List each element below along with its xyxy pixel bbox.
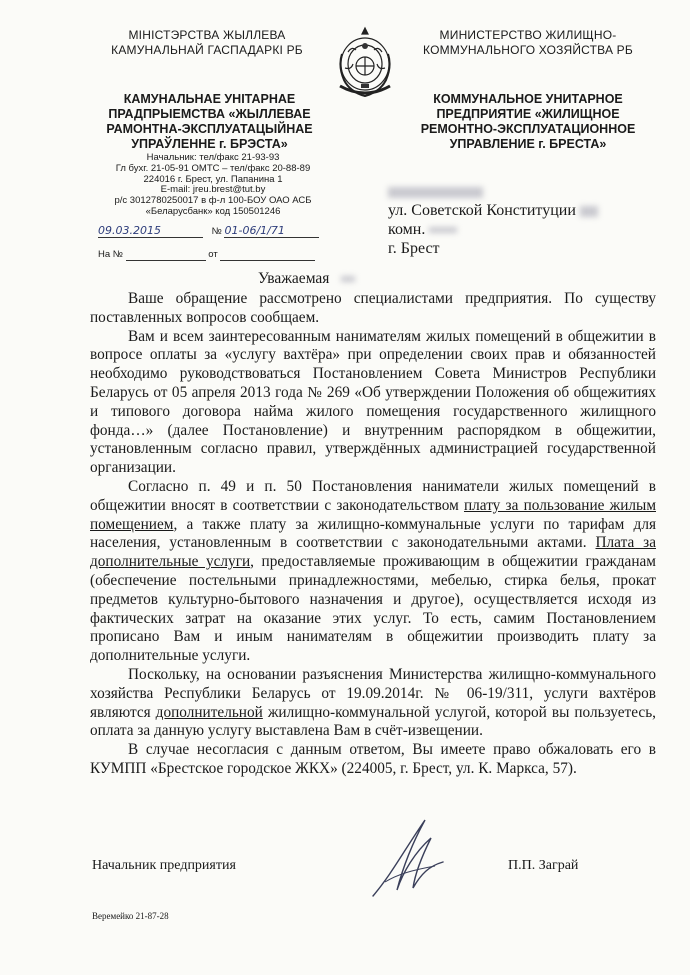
recipient-room — [388, 220, 598, 239]
handwritten-signature — [363, 812, 453, 904]
belarus-coat-of-arms-icon — [328, 24, 402, 102]
underlined-phrase: дополнительной — [155, 703, 263, 721]
body-paragraph — [90, 328, 656, 478]
recipient-name-redacted — [388, 182, 598, 201]
paragraph-text: , а также плату за жилищно-коммунальные услуги по тарифам для населения, установленным в соответствии с законодательными актами. — [90, 515, 656, 552]
contact-line: 224016 г. Брест, ул. Папанина 1 — [143, 173, 283, 185]
paragraph-text: Ваше обращение рассмотрено специалистами предприятия. По существу поставленных вопросов сообщаем. — [90, 290, 656, 326]
paragraph-text: Вам и всем заинтересованным нанимателям жилых помещений в общежитии в вопросе оплаты за «услугу вахтёра» при определении своих прав и обязанностей необходимо руководствоваться Постановлением Совета Министров Республики Беларусь от 05 апреля 2013 года № 269 «Об утверждении Положения об общежитиях и типового договора найма жилого помещения государственного жилищного фонда…» (далее Постановление) и внутренним распорядком в общежитии, установленным согласно правил, утверждённых администрацией государственной организации. — [90, 327, 656, 477]
left-ministry-line: КАМУНАЛЬНАЙ ГАСПАДАРКІ РБ — [111, 43, 303, 57]
left-org-line: КАМУНАЛЬНАЕ УНІТАРНАЕ — [123, 92, 296, 106]
outgoing-number: 01-06/1/71 — [224, 224, 285, 237]
contact-line: «Беларусбанк» код 150501246 — [145, 205, 281, 217]
paragraph-text: жилищно-коммунальной услугой, которой вы пользуетесь, оплата за данную услугу выставлена Вам в счёт-извещении. — [90, 703, 656, 740]
outgoing-date-field — [98, 224, 203, 238]
outgoing-number-field — [224, 224, 319, 238]
contact-details — [98, 153, 328, 218]
right-org-line: УПРАВЛЕНИЕ г. БРЕСТА» — [449, 137, 607, 151]
outgoing-registration — [98, 224, 319, 238]
left-org-line: ПРАДПРЫЕМСТВА «ЖЫЛЛЕВАЕ — [108, 107, 311, 121]
right-organization-name — [408, 92, 648, 152]
right-ministry — [408, 28, 648, 58]
recipient-street-text: ул. Советской Конституции — [388, 202, 576, 219]
recipient-room-text: комн. — [388, 221, 426, 238]
contact-line: Гл бухг. 21-05-91 ОМТС – тел/факс 20-88-89 — [115, 162, 311, 174]
reply-date-field — [220, 249, 315, 261]
right-org-line: ПРЕДПРИЯТИЕ «ЖИЛИЩНОЕ — [436, 107, 620, 121]
left-ministry — [92, 28, 322, 58]
contact-line: Начальник: тел/факс 21-93-93 — [146, 152, 280, 163]
left-ministry-line: МІНІСТЭРСТВА ЖЫЛЛЕВА — [128, 28, 286, 42]
underlined-phrase: плату за пользование жилым помещением — [90, 496, 656, 533]
letter-body — [90, 290, 656, 779]
right-org-line: КОММУНАЛЬНОЕ УНИТАРНОЕ — [433, 92, 623, 106]
outgoing-date: 09.03.2015 — [98, 224, 161, 237]
greeting — [258, 270, 355, 288]
right-org-line: РЕМОНТНО-ЭКСПЛУАТАЦИОННОЕ — [420, 122, 636, 136]
body-paragraph — [90, 741, 656, 779]
recipient-city: г. Брест — [388, 240, 440, 257]
left-org-line: УПРАЎЛЕННЕ г. БРЭСТА» — [131, 137, 288, 151]
right-ministry-line: КОММУНАЛЬНОГО ХОЗЯЙСТВА РБ — [423, 43, 633, 57]
body-paragraph — [90, 290, 656, 328]
underlined-phrase: Плата за дополнительные услуги — [90, 534, 656, 571]
paragraph-text: В случае несогласия с данным ответом, Вы имеете право обжаловать его в КУМПП «Брестское городское ЖКХ» (224005, г. Брест, ул. К. Маркса, 57). — [90, 741, 656, 777]
left-org-line: РАМОНТНА-ЭКСПЛУАТАЦЫЙНАЕ — [106, 122, 313, 136]
executor-note: Веремейко 21-87-28 — [92, 911, 169, 921]
reply-date-label: от — [208, 249, 218, 260]
signatory-name: П.П. Заграй — [508, 858, 579, 873]
paragraph-text: Согласно п. 49 и п. 50 Постановления наниматели жилых помещений в общежитии вносят в соответствии с законодательством — [90, 477, 656, 514]
outgoing-number-label: № — [211, 226, 222, 237]
left-organization-name — [92, 92, 327, 152]
body-paragraph — [90, 666, 656, 741]
recipient-street — [388, 201, 598, 220]
greeting-text: Уважаемая — [258, 270, 330, 287]
contact-line: E-mail: jreu.brest@tut.by — [160, 184, 266, 196]
paragraph-text: , предоставляемые проживающим в общежитии гражданам (обеспечение постельными принадлежностями, мебелью, стирка белья, прокат предметов культурно-бытового назначения и другое), осуществляется исходя из фактических затрат на оказание этих услуг. То есть, самим Постановлением прописано Вам и иным нанимателям в общежитии производить плату за дополнительные услуги. — [90, 553, 656, 665]
reply-registration — [98, 249, 315, 261]
reply-number-label: На № — [98, 249, 123, 260]
reply-number-field — [126, 249, 206, 261]
paragraph-text: Поскольку, на основании разъяснения Министерства жилищно-коммунального хозяйства Республики Беларусь от 19.09.2014г. № 06-19/311, услуги вахтёров являются — [90, 665, 656, 721]
body-paragraph — [90, 478, 656, 666]
right-ministry-line: МИНИСТЕРСТВО ЖИЛИЩНО- — [439, 28, 617, 42]
signatory-position: Начальник предприятия — [92, 858, 236, 873]
contact-line: р/с 3012780250017 в ф-л 100-БОУ ОАО АСБ — [114, 195, 312, 207]
recipient-address — [388, 182, 598, 258]
